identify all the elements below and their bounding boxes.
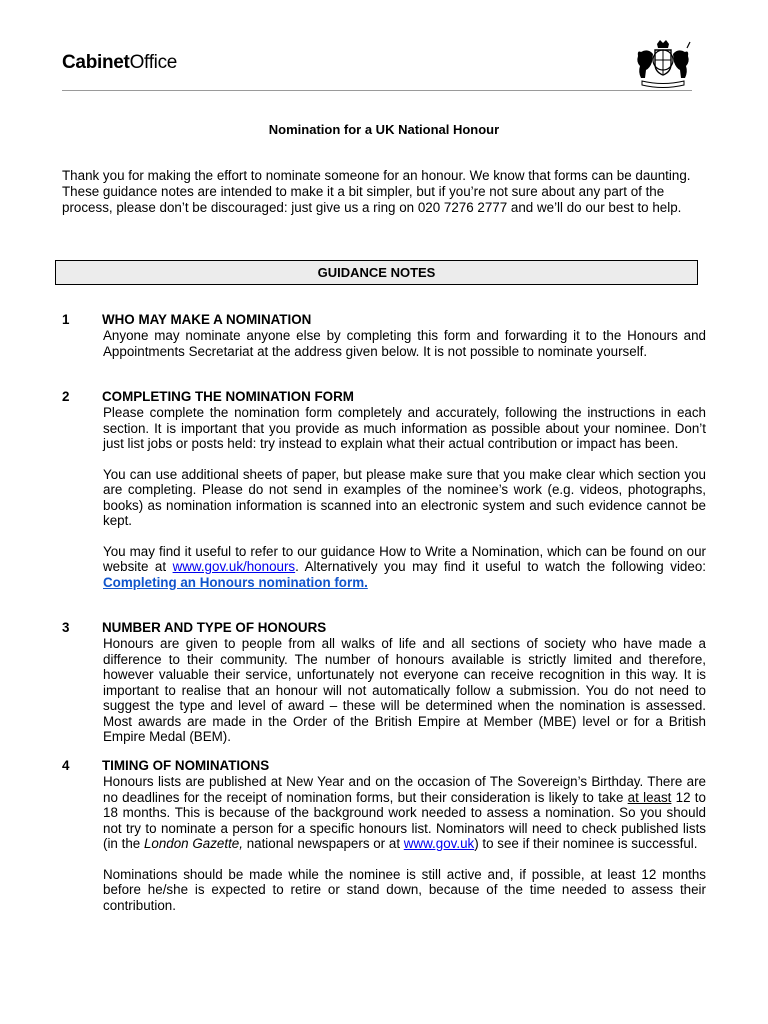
section-4 [62,758,706,913]
gov-uk-link[interactable]: www.gov.uk [403,836,475,851]
section-paragraph: Anyone may nominate anyone else by completing this form and forwarding it to the Honours and Appointments Secretariat at the address given below. It is not possible to nominate yourself. [103,328,706,359]
section-number: 3 [62,620,70,635]
section-number: 4 [62,758,70,773]
section-3 [62,620,706,745]
section-paragraph: Nominations should be made while the nominee is still active and, if possible, at least 12 months before he/she is expected to retire or stand down, because of the time needed to assess their contribution. [103,866,706,913]
section-heading [62,312,706,328]
section-number: 1 [62,312,70,327]
text-run: national newspapers or at [242,836,404,851]
guidance-notes-heading: GUIDANCE NOTES [55,260,698,285]
section-paragraph [103,774,706,852]
intro-paragraph: Thank you for making the effort to nominate someone for an honour. We know that forms can be daunting. These guidance notes are intended to make it a bit simpler, but if you’re not sure about any part of the process, please don’t be discouraged: just give us a ring on 020 7276 2777 and we’ll do our best to help. [62,168,691,215]
gov-uk-honours-link[interactable]: www.gov.uk/honours [172,559,296,574]
logo-regular-text: Office [129,52,178,73]
document-title: Nomination for a UK National Honour [268,122,500,137]
header-divider [62,90,692,91]
section-body [103,405,706,590]
section-heading [62,389,706,405]
section-title: TIMING OF NOMINATIONS [102,758,270,773]
section-title: WHO MAY MAKE A NOMINATION [102,312,312,327]
text-run: Honours lists are published at New Year and on the occasion of The Sovereign’s Birthday. There are no deadlines for the receipt of nomination forms, but their consideration is likely to take [103,774,706,805]
logo-bold-text: Cabinet [62,52,130,73]
italic-text: London Gazette, [143,836,243,851]
text-run: ) to see if their nominee is successful. [474,836,698,851]
section-title: COMPLETING THE NOMINATION FORM [102,389,354,404]
text-run: You may find it useful to refer to our guidance How to Write a Nomination, which can be found on our website at [103,543,706,574]
section-body [103,774,706,913]
text-run: . Alternatively you may find it useful to watch the following video: [295,559,706,574]
section-1 [62,312,706,359]
section-paragraph [103,544,706,591]
section-paragraph: Please complete the nomination form completely and accurately, following the instructions in each section. It is important that you provide as much information as possible about your nominee. Don’t just list jobs or posts held: try instead to explain what their actual contribution or impact has been. [103,405,706,451]
section-2 [62,389,706,590]
section-number: 2 [62,389,70,404]
cabinet-office-logo [62,52,177,74]
underlined-text: at least [627,789,672,805]
section-heading [62,620,706,636]
section-paragraph: You can use additional sheets of paper, but please make sure that you make clear which section you are completing. Please do not send in examples of the nominee’s work (e.g. videos, photographs, books) as nomination information is scanned into an electronic system and such evidence cannot be kept. [103,466,706,528]
section-body [103,636,706,745]
nomination-video-link[interactable]: Completing an Honours nomination form. [103,574,368,590]
royal-crest-icon [632,38,694,90]
section-paragraph: Honours are given to people from all walks of life and all sections of society who have made a difference to their community. The number of honours available is strictly limited and therefore, however valuable their service, unfortunately not everyone can receive recognition in this way. It is important to realise that an honour will not automatically follow a submission. You do not need to suggest the type and level of award – these will be determined when the nomination is assessed. Most awards are made in the Order of the British Empire at Member (MBE) level or for a British Empire Medal (BEM). [103,636,706,744]
section-body [103,328,706,359]
section-heading [62,758,706,774]
text-run: 12 to 18 months. This is because of the background work needed to assess a nomination. So you should not try to nominate a person for a specific honours list. Nominators will need to check published lists (in the [103,789,706,851]
section-title: NUMBER AND TYPE OF HONOURS [102,620,327,635]
